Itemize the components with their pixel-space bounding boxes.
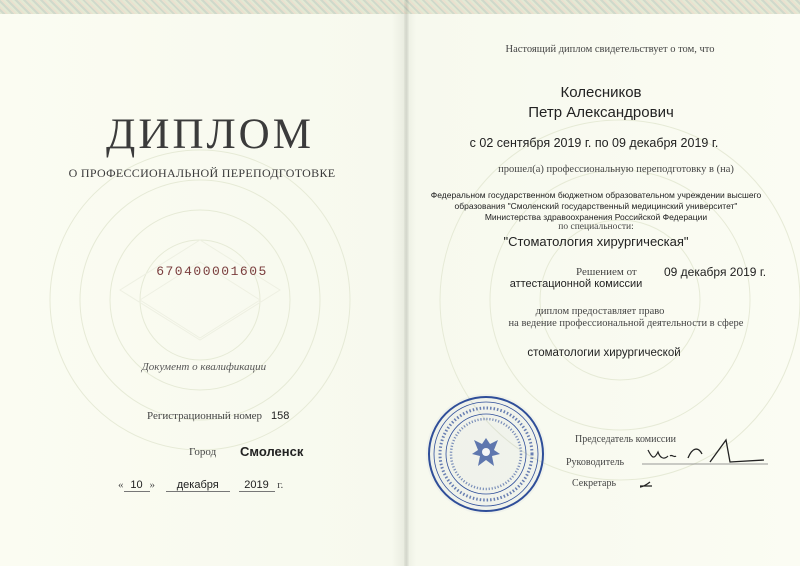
issue-year: 2019: [239, 479, 275, 492]
by-specialty-label: по специальности:: [558, 222, 634, 232]
issue-month: декабря: [166, 479, 230, 492]
organization-line-3: Министерства здравоохранения Российской Федерации: [484, 212, 708, 222]
right-line-2: на ведение профессиональной деятельности в сфере: [508, 318, 744, 329]
chair-label: Председатель комиссии: [575, 434, 677, 445]
issue-date: [118, 479, 283, 492]
decision-date: 09 декабря 2019 г.: [664, 265, 767, 279]
serial-number: 670400001605: [156, 264, 268, 279]
city-label: Город: [189, 446, 217, 458]
decision-label: Решением от: [576, 266, 637, 278]
issue-day: 10: [124, 479, 150, 492]
holder-name: Петр Александрович: [528, 104, 674, 121]
document-type: Документ о квалификации: [141, 361, 267, 373]
specialty-name: "Стоматология хирургическая": [503, 234, 689, 249]
right-line-1: диплом предоставляет право: [535, 306, 665, 317]
issue-year-suffix: г.: [277, 479, 284, 491]
organization-line-1: Федеральном государственном бюджетном образовательном учреждении высшего: [430, 190, 762, 200]
activity-sphere: стоматологии хирургической: [527, 347, 681, 359]
registration-number: 158: [271, 410, 290, 422]
registration-label: Регистрационный номер: [147, 410, 263, 422]
holder-surname: Колесников: [560, 84, 642, 101]
passed-text: прошел(а) профессиональную переподготовку в (на): [498, 164, 734, 175]
center-fold: [404, 0, 409, 566]
signatures: [640, 432, 780, 502]
intro-text: Настоящий диплом свидетельствует о том, что: [505, 44, 715, 55]
diploma-title: ДИПЛОМ: [106, 111, 314, 158]
date-open-quote: «: [118, 479, 124, 491]
date-close-quote: »: [149, 479, 155, 491]
head-signature: [648, 450, 676, 458]
organization-line-2: образования "Смоленский государственный медицинский университет": [454, 201, 738, 211]
city-value: Смоленск: [240, 444, 304, 459]
secretary-label: Секретарь: [572, 478, 617, 489]
study-period: с 02 сентября 2019 г. по 09 декабря 2019 г.: [469, 136, 719, 150]
diploma-subtitle: О ПРОФЕССИОНАЛЬНОЙ ПЕРЕПОДГОТОВКЕ: [68, 166, 336, 180]
official-seal: [426, 394, 546, 514]
commission-text: аттестационной комиссии: [509, 278, 643, 290]
head-label: Руководитель: [566, 457, 625, 468]
secretary-signature: [640, 474, 652, 487]
